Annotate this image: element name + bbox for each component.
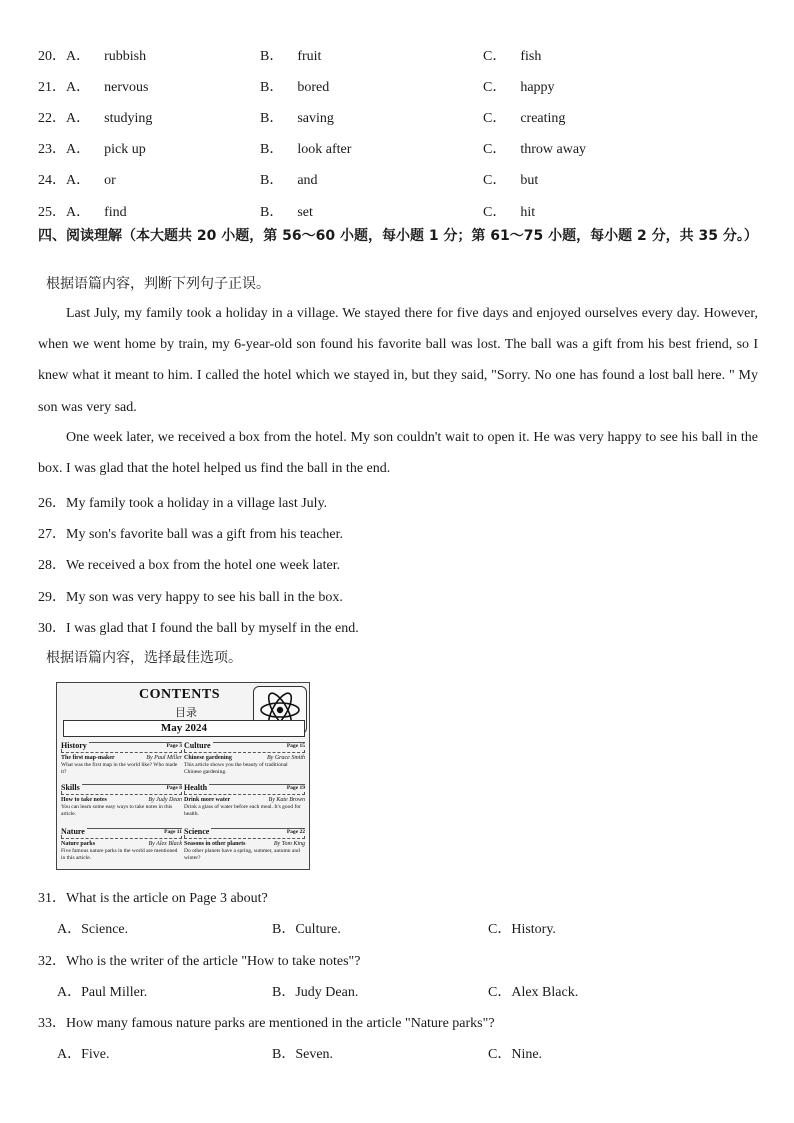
mc-option-c: C．Nine.: [488, 1047, 543, 1062]
article-author: By Tom King: [273, 841, 305, 847]
article-author: By Kate Brown: [268, 797, 305, 803]
mc-option-a: A．Five.: [57, 1047, 110, 1062]
article-description: Do other planets have a spring, summer, autumn and winter?: [184, 848, 300, 861]
article-title: The first map-maker: [61, 755, 115, 761]
section-name: Health: [184, 783, 208, 792]
mc-question-stem: 33．How many famous nature parks are mentioned in the article "Nature parks"?: [38, 1016, 495, 1031]
page-number: Page 19: [286, 785, 305, 791]
mc-question-stem: 31．What is the article on Page 3 about?: [38, 891, 268, 906]
option-b: B． look after: [260, 142, 352, 157]
section-name: Nature: [61, 827, 85, 836]
option-c: C． throw away: [483, 142, 587, 157]
article-description: This article shows you the beauty of traditional Chinese gardening.: [184, 762, 288, 775]
mc-option-b: B．Culture.: [272, 922, 341, 937]
mc-option-c: C．History.: [488, 922, 556, 937]
page-number: Page 3: [166, 743, 182, 749]
instruction-true-false: 根据语篇内容，判断下列句子正误。: [46, 276, 270, 292]
cloze-option-row: [38, 201, 758, 221]
contents-entry-history: [61, 742, 182, 780]
option-b: B． saving: [260, 111, 334, 126]
page-number: Page 11: [164, 829, 182, 835]
mc-question-stem: 32．Who is the writer of the article "How to take notes"?: [38, 954, 361, 969]
article-description: Five famous nature parks in the world are mentioned in this article.: [61, 848, 178, 861]
cloze-option-row: [38, 45, 758, 65]
tf-question: 29．My son was very happy to see his ball in the box.: [38, 590, 343, 605]
page-number: Page 8: [166, 785, 182, 791]
contents-entry-health: [184, 784, 305, 822]
option-a: 23．A． pick up: [38, 142, 146, 157]
section-name: Science: [184, 827, 210, 836]
option-a: 24．A． or: [38, 173, 116, 188]
option-a: 22．A． studying: [38, 111, 153, 126]
contents-entry-culture: [184, 742, 305, 780]
option-c: C． but: [483, 173, 539, 188]
contents-date: May 2024: [63, 720, 305, 737]
tf-question: 26．My family took a holiday in a village last July.: [38, 496, 328, 511]
tf-question: 28．We received a box from the hotel one week later.: [38, 558, 341, 573]
passage-paragraph-1: [38, 298, 758, 423]
article-title: How to take notes: [61, 797, 107, 803]
passage-paragraph-2-text: One week later, we received a box from the hotel. My son couldn't wait to open it. He was very happy to see his ball in the box. I was glad that the hotel helped us find the ball in the end.: [38, 430, 758, 477]
option-a: 20．A． rubbish: [38, 49, 147, 64]
article-author: By Judy Dean: [148, 797, 182, 803]
contents-subtitle: 目录: [175, 707, 197, 719]
mc-option-a: A．Science.: [57, 922, 129, 937]
section-name: Skills: [61, 783, 80, 792]
cloze-option-row: [38, 169, 758, 189]
passage-paragraph-1-text: Last July, my family took a holiday in a village. We stayed there for five days and enjoyed ourselves every day. However, when we went home by train, my 6-year-old son found his favorite ball was lost. The ball was a gift from his best friend, so I knew what it meant to him. I called the hotel which we stayed in, but they said, "Sorry. No one has found a lost ball here. " My son was very sad.: [38, 306, 758, 415]
article-description: What was the first map in the world like? Who made it?: [61, 762, 178, 775]
article-author: By Paul Miller: [146, 755, 182, 761]
option-b: B． fruit: [260, 49, 322, 64]
instruction-multiple-choice: 根据语篇内容，选择最佳选项。: [46, 650, 242, 666]
section-name: Culture: [184, 741, 211, 750]
option-b: B． and: [260, 173, 318, 188]
contents-image: [56, 682, 310, 870]
option-c: C． happy: [483, 80, 555, 95]
contents-entry-nature: [61, 828, 182, 866]
section-name: History: [61, 741, 87, 750]
passage-paragraph-2: [38, 422, 758, 484]
option-a: 25．A． find: [38, 205, 127, 220]
article-author: By Grace Smith: [267, 755, 305, 761]
mc-option-c: C．Alex Black.: [488, 985, 579, 1000]
cloze-option-row: [38, 138, 758, 158]
article-title: Seasons in other planets: [184, 841, 246, 847]
section-title: 四、阅读理解（本大题共 20 小题，第 56～60 小题，每小题 1 分；第 61～75 小题，每小题 2 分，共 35 分。）: [38, 228, 758, 244]
cloze-option-row: [38, 76, 758, 96]
article-title: Chinese gardening: [184, 755, 232, 761]
contents-entry-science: [184, 828, 305, 866]
article-description: You can learn some easy ways to take notes in this article.: [61, 804, 173, 817]
option-b: B． set: [260, 205, 313, 220]
option-b: B． bored: [260, 80, 330, 95]
contents-title: CONTENTS: [139, 687, 221, 702]
option-c: C． creating: [483, 111, 566, 126]
mc-option-b: B．Judy Dean.: [272, 985, 359, 1000]
option-c: C． fish: [483, 49, 542, 64]
tf-question: 30．I was glad that I found the ball by myself in the end.: [38, 621, 359, 636]
page-number: Page 15: [286, 743, 305, 749]
page-number: Page 22: [286, 829, 305, 835]
option-a: 21．A． nervous: [38, 80, 149, 95]
option-c: C． hit: [483, 205, 536, 220]
contents-entry-skills: [61, 784, 182, 822]
article-title: Drink more water: [184, 797, 231, 803]
mc-option-a: A．Paul Miller.: [57, 985, 148, 1000]
article-title: Nature parks: [61, 841, 96, 847]
mc-option-b: B．Seven.: [272, 1047, 334, 1062]
cloze-option-row: [38, 107, 758, 127]
article-description: Drink a glass of water before each meal. It's good for health.: [184, 804, 301, 817]
article-author: By Alex Black: [148, 841, 182, 847]
tf-question: 27．My son's favorite ball was a gift from his teacher.: [38, 527, 344, 542]
